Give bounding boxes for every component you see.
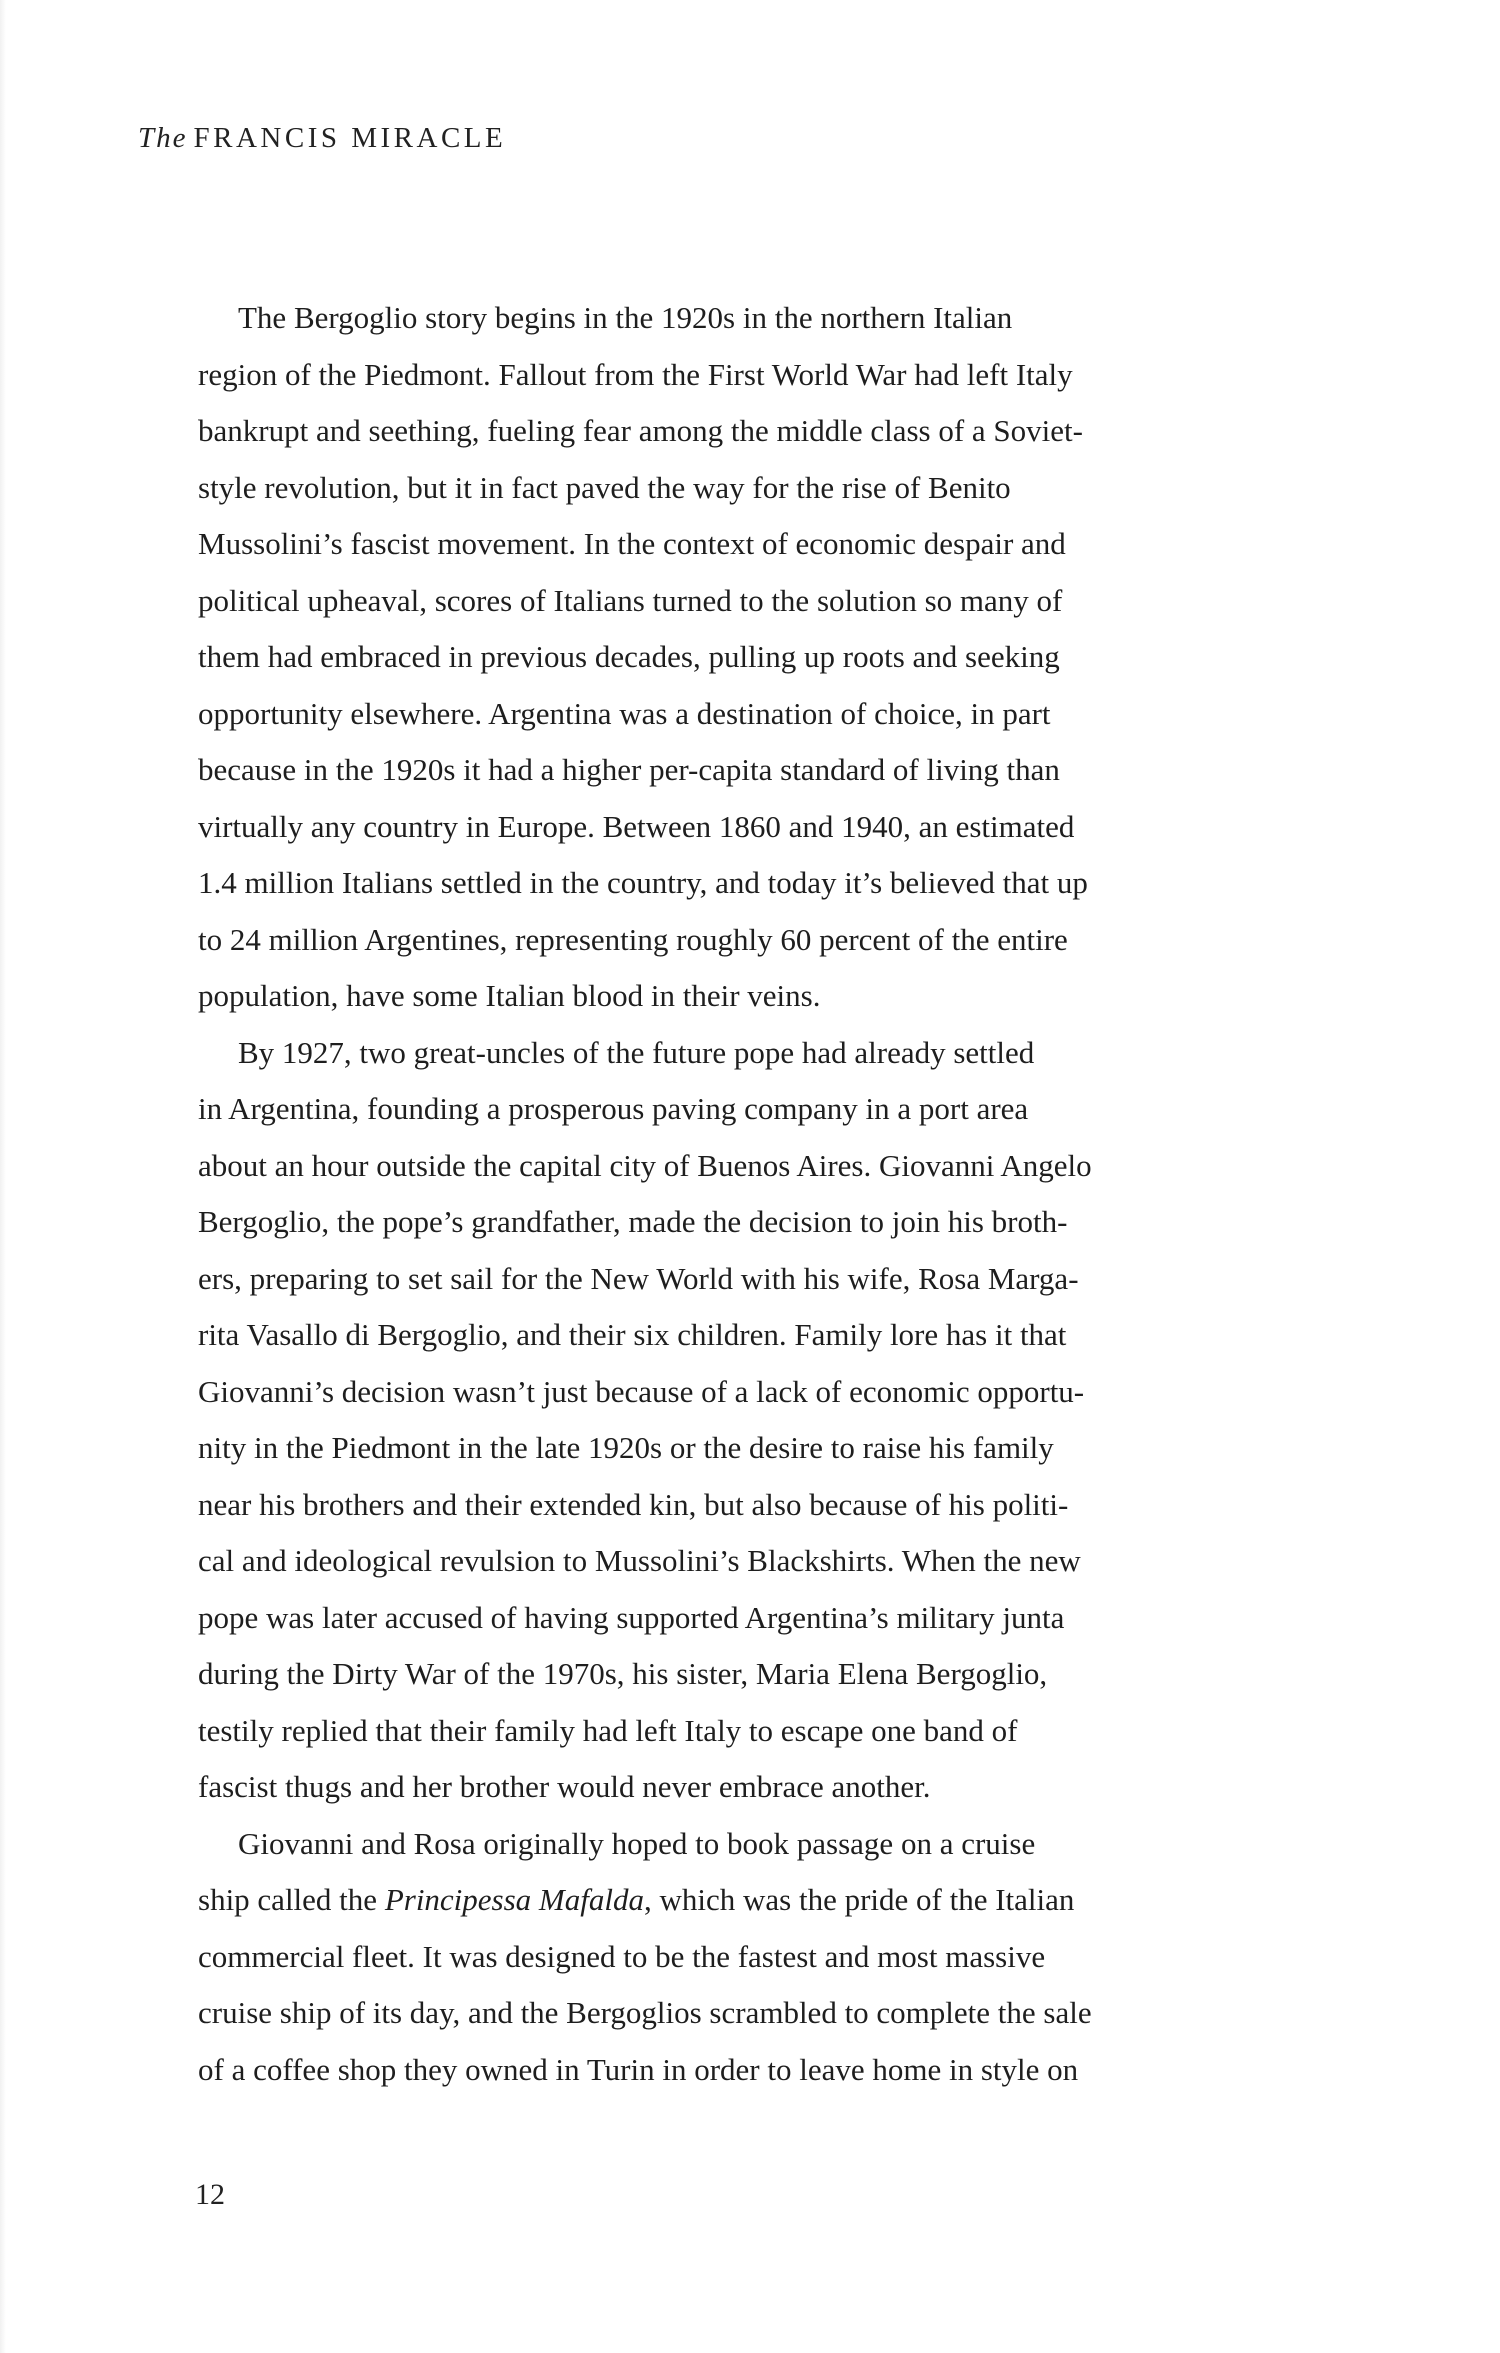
text-line: region of the Piedmont. Fallout from the First World War had left Italy xyxy=(198,356,1073,392)
text-line: population, have some Italian blood in their veins. xyxy=(198,978,821,1013)
text-line: fascist thugs and her brother would never embrace another. xyxy=(198,1769,931,1804)
ship-name-italic: Principessa Mafalda xyxy=(384,1882,644,1917)
text-line: cal and ideological revulsion to Mussolini’s Blackshirts. When the new xyxy=(198,1543,1081,1578)
paragraph-2 xyxy=(198,1025,1332,1816)
text-line: By 1927, two great-uncles of the future pope had already settled xyxy=(238,1034,1035,1070)
text-line: 1.4 million Italians settled in the country, and today it’s believed that up xyxy=(198,865,1088,900)
text-segment: ship called the xyxy=(198,1882,385,1917)
text-line: testily replied that their family had left Italy to escape one band of xyxy=(198,1712,1018,1748)
text-line: about an hour outside the capital city of Buenos Aires. Giovanni Angelo xyxy=(198,1147,1092,1183)
text-line: during the Dirty War of the 1970s, his sister, Maria Elena Bergoglio, xyxy=(198,1656,1048,1691)
text-line: The Bergoglio story begins in the 1920s in the northern Italian xyxy=(238,300,1013,335)
body-text xyxy=(198,290,1332,2098)
running-head-prefix: The xyxy=(138,122,188,154)
text-line: Bergoglio, the pope’s grandfather, made the decision to join his broth- xyxy=(198,1204,1068,1239)
text-line: ers, preparing to set sail for the New World with his wife, Rosa Marga- xyxy=(198,1260,1079,1296)
text-line: to 24 million Argentines, representing roughly 60 percent of the entire xyxy=(198,921,1068,957)
text-line: political upheaval, scores of Italians turned to the solution so many of xyxy=(198,582,1063,618)
text-line: opportunity elsewhere. Argentina was a destination of choice, in part xyxy=(198,695,1051,731)
text-line: style revolution, but it in fact paved the way for the rise of Benito xyxy=(198,469,1011,505)
text-line: Mussolini’s fascist movement. In the context of economic despair and xyxy=(198,526,1066,561)
running-head xyxy=(138,122,506,155)
running-head-title: FRANCIS MIRACLE xyxy=(193,122,507,154)
text-line: bankrupt and seething, fueling fear among the middle class of a Soviet- xyxy=(198,413,1083,448)
text-line: nity in the Piedmont in the late 1920s or the desire to raise his family xyxy=(198,1430,1054,1465)
text-line: rita Vasallo di Bergoglio, and their six children. Family lore has it that xyxy=(198,1317,1067,1352)
text-line: in Argentina, founding a prosperous paving company in a port area xyxy=(198,1091,1029,1126)
text-line: near his brothers and their extended kin, but also because of his politi- xyxy=(198,1486,1069,1522)
paragraph-1 xyxy=(198,290,1332,1025)
text-line: of a coffee shop they owned in Turin in order to leave home in style on xyxy=(198,2051,1079,2087)
page-edge-shadow xyxy=(0,0,6,2353)
text-line: virtually any country in Europe. Between 1860 and 1940, an estimated xyxy=(198,808,1075,844)
paragraph-3 xyxy=(198,1816,1332,2099)
text-line: commercial fleet. It was designed to be the fastest and most massive xyxy=(198,1938,1046,1974)
text-segment: , which was the pride of the Italian xyxy=(643,1882,1075,1917)
page-number: 12 xyxy=(195,2178,225,2211)
text-line-with-ship-name xyxy=(198,1872,1332,1929)
text-line: because in the 1920s it had a higher per-capita standard of living than xyxy=(198,752,1060,787)
text-line: Giovanni and Rosa originally hoped to book passage on a cruise xyxy=(238,1825,1036,1861)
text-line: cruise ship of its day, and the Bergoglios scrambled to complete the sale xyxy=(198,1995,1092,2030)
text-line: Giovanni’s decision wasn’t just because of a lack of economic opportu- xyxy=(198,1373,1085,1409)
text-line: pope was later accused of having supported Argentina’s military junta xyxy=(198,1599,1065,1635)
text-line: them had embraced in previous decades, pulling up roots and seeking xyxy=(198,639,1060,674)
